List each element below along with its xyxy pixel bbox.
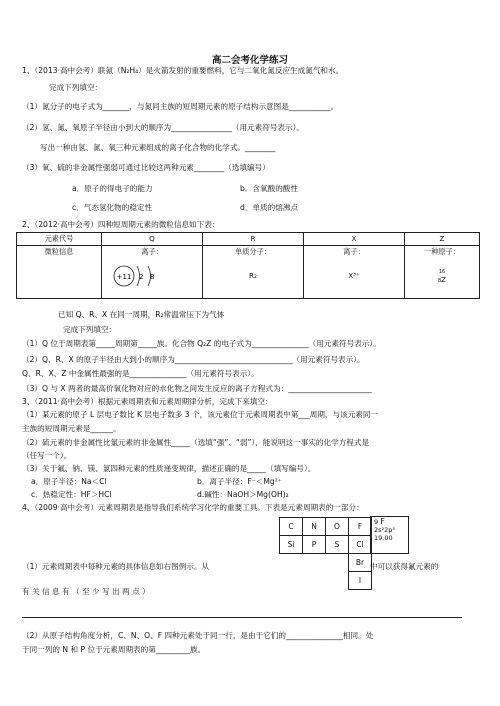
empty-cell <box>303 572 326 590</box>
q4-intro: 4、（2009·高中会考）元素周期表是指导我们系统学习化学的重要工具。下表是元素周期表的一部分： <box>22 503 364 512</box>
element-cell: O <box>326 518 349 536</box>
element-cell: Cl <box>349 536 372 554</box>
table-header: R <box>203 233 304 246</box>
q1-part1: （1）氮分子的电子式为_______，与氮同主族的短周期元素的原子结构示意图是___________。 <box>22 102 339 111</box>
q4-part1-cont: 中可以获得氟元素的 <box>370 562 439 571</box>
q3-option-b: b．离子半径：F⁻＜Mg²⁺ <box>197 477 282 486</box>
q2-element-table <box>16 232 480 299</box>
q3-part2b: （任写一个）。 <box>22 451 72 460</box>
q4-part1: （1）元素周期表中每种元素的具体信息如右图例示。从 <box>22 562 210 571</box>
q1-option-b: b．含氧酸的酸性 <box>240 184 298 193</box>
q1-part3: （3）氧、硫的非金属性强弱可通过比较这两种元素________（选填编号） <box>22 163 270 172</box>
cell-q-label: 离子： <box>141 247 163 256</box>
z-symbol: Z <box>441 275 447 284</box>
q3-intro: 3、（2011·高中会考）根据元素周期表和元素周期律分析，完成下来填空： <box>22 397 273 406</box>
element-cell: Br <box>349 554 372 572</box>
q2-instruction: 完成下列填空： <box>63 325 117 334</box>
q3-part2: （2）硫元素的非金属性比氯元素的非金属性_____（选填“强”、“弱”），能说明这一事实的化学方程式是 <box>22 438 370 447</box>
shell-1: 2 <box>139 273 144 281</box>
periodic-table-fragment <box>279 517 372 590</box>
q3-part3: （3）关于氟、钠、镁、氯四种元素的性质递变规律，描述正确的是_____（填写编号）。 <box>22 464 316 473</box>
element-cell: C <box>280 518 303 536</box>
cell-x <box>304 246 405 299</box>
z-atomic-number: 8 <box>437 278 442 284</box>
nucleus-charge: +11 <box>116 273 132 281</box>
q1-intro: 1、（2013·高中会考）联氨（N₂H₄）是火箭发射的重要燃料，它与二氧化氮反应生成氮气和水。 <box>22 66 344 75</box>
answer-line <box>22 617 462 618</box>
atom-structure-diagram <box>112 256 172 296</box>
q2-part1: （1）Q 位于周期表第_____周期第_____族。化合物 Q₂Z 的电子式为_______________（用元素符号表示）。 <box>22 339 381 348</box>
cell-x-label: 离子： <box>343 247 365 256</box>
empty-cell <box>280 572 303 590</box>
x-ion: X³⁺ <box>348 271 360 280</box>
fluorine-config: 2s²2p⁵ <box>374 526 395 534</box>
q1-option-d: d．单质的熔沸点 <box>240 203 298 212</box>
q2-intro: 2、（2012·高中会考）四种短周期元素的微粒信息如下表： <box>22 220 220 229</box>
fluorine-info-box <box>370 516 409 554</box>
q3-option-c: c．热稳定性：HF＞HCl <box>31 490 112 499</box>
z-mass-number: 16 <box>438 269 446 275</box>
table-header: 元素代号 <box>17 233 102 246</box>
q4-part2: （2）从原子结构角度分析，C、N、O、F 四种元素处于同一行，是由于它们的_______________相同。处 <box>22 631 374 640</box>
element-cell: I <box>349 572 372 590</box>
q3-part1b: 主族的短周期元素是______。 <box>22 424 121 433</box>
z-nuclide <box>408 267 476 285</box>
empty-cell <box>326 572 349 590</box>
q1-part2: （2）氢、氮、氧原子半径由小到大的顺序为________________（用元素符号表示）。 <box>22 123 304 132</box>
element-cell: P <box>303 536 326 554</box>
cell-r-label: 单质分子： <box>235 247 271 256</box>
cell-r <box>203 246 304 299</box>
table-header: X <box>304 233 405 246</box>
empty-cell <box>280 554 303 572</box>
table-header: Q <box>102 233 203 246</box>
q2-given: 已知 Q、R、X 在同一周期，R₂常温常压下为气体 <box>58 310 225 319</box>
q1-option-c: c．气态氢化物的稳定性 <box>72 203 153 212</box>
q3-option-a: a．原子半径：Na＜Cl <box>31 477 107 486</box>
element-cell: N <box>303 518 326 536</box>
r-formula: R₂ <box>249 271 257 280</box>
cell-z <box>405 246 480 299</box>
q4-part1b: 有 关 信 息 有 （ 至 少 写 出 两 点 ） <box>22 587 150 596</box>
element-cell: F <box>349 518 372 536</box>
element-cell: Si <box>280 536 303 554</box>
q1-instruction: 完成下列填空： <box>49 83 103 92</box>
q2-part3: （3）Q 与 X 两者的最高价氧化物对应的水化物之间发生反应的离子方程式为：______________________ <box>22 384 372 393</box>
q3-option-d: d.碱性：NaOH＞Mg(OH)₂ <box>197 490 289 499</box>
q2-part2: （2）Q、R、X 的原子半径由大到小的顺序为_______________________________（用元素符号表示）。 <box>22 355 365 364</box>
q4-part2b: 于同一列的 N 和 P 位于元素周期表的第_________族。 <box>22 645 206 654</box>
q1-option-a: a．原子的得电子的能力 <box>72 184 153 193</box>
table-header: Z <box>405 233 480 246</box>
page-title: 高二会考化学练习 <box>211 55 288 66</box>
cell-z-label: 一种原子： <box>424 247 460 256</box>
shell-2: 8 <box>150 273 155 281</box>
cell-q <box>102 246 203 299</box>
empty-cell <box>326 554 349 572</box>
row-label: 微粒信息 <box>17 246 102 299</box>
fluorine-mass: 19.00 <box>374 534 393 542</box>
fluorine-number-symbol: 9 F <box>374 517 385 526</box>
q2-part2b: Q、R、X、Z 中金属性最强的是_______________（用元素符号表示）。 <box>22 369 259 378</box>
q3-part1: （1）某元素的原子 L 层电子数比 K 层电子数多 3 个，该元素位于元素周期表中第___周期，与该元素同一 <box>22 410 379 419</box>
element-cell: S <box>326 536 349 554</box>
empty-cell <box>303 554 326 572</box>
q1-part2b: 写出一种由氢、氮、氧三种元素组成的离子化合物的化学式。________ <box>40 143 276 152</box>
